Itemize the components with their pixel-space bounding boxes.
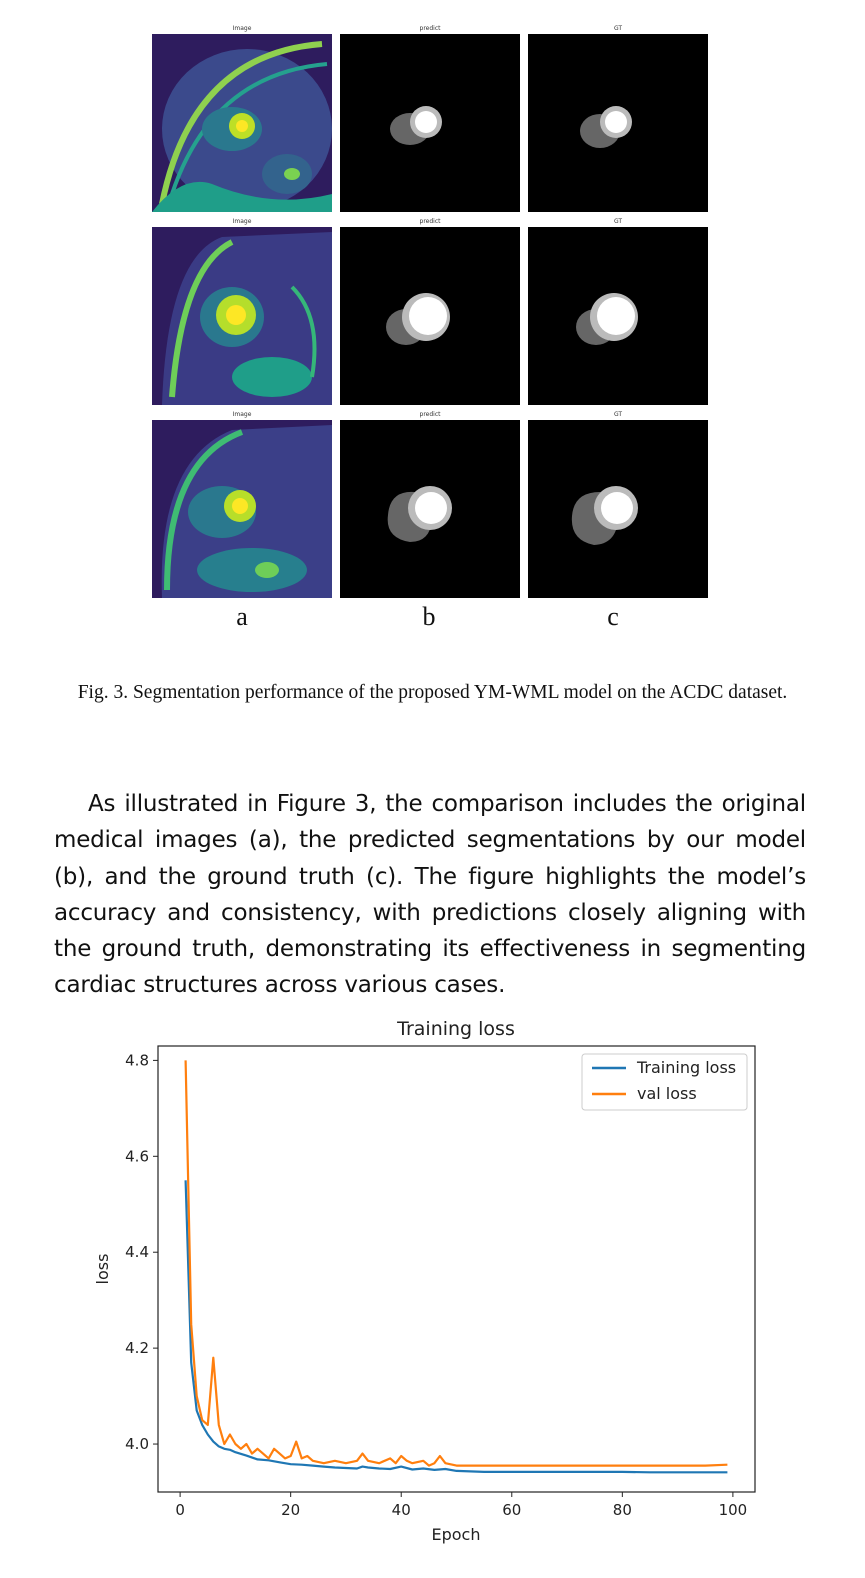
panel-title-image: Image bbox=[232, 25, 252, 32]
mri-image-row3 bbox=[152, 411, 332, 598]
x-tick-label: 40 bbox=[391, 1501, 411, 1519]
gt-mask-row3 bbox=[528, 411, 708, 598]
x-tick-label: 0 bbox=[175, 1501, 185, 1519]
x-axis-label: Epoch bbox=[431, 1525, 481, 1544]
y-tick-label: 4.8 bbox=[125, 1051, 149, 1070]
panel-title-gt: GT bbox=[613, 218, 623, 225]
chart-title: Training loss bbox=[397, 1018, 515, 1040]
mri-image-row2 bbox=[152, 218, 332, 405]
predict-mask-row2 bbox=[340, 218, 520, 405]
gt-mask-row1 bbox=[528, 25, 708, 212]
figure-caption: Fig. 3. Segmentation performance of the proposed YM-WML model on the ACDC dataset. bbox=[77, 682, 788, 703]
predict-mask-row3 bbox=[340, 411, 520, 598]
column-label-a: a bbox=[236, 602, 248, 631]
x-tick-label: 20 bbox=[281, 1501, 301, 1519]
y-axis-label: loss bbox=[93, 1253, 112, 1285]
training-loss-line bbox=[186, 1180, 728, 1472]
y-tick-label: 4.0 bbox=[125, 1435, 149, 1454]
legend bbox=[582, 1054, 747, 1110]
x-tick-label: 80 bbox=[612, 1501, 632, 1519]
legend-label-training: Training loss bbox=[637, 1058, 737, 1077]
training-loss-chart bbox=[90, 1010, 770, 1570]
val-loss-line bbox=[186, 1060, 728, 1465]
body-paragraph: As illustrated in Figure 3, the comparison includes the original medical images (a), the predicted segmentations by our model (b), and the ground truth (c). The figure highlights the model’s accuracy and consistency, with predictions closely aligning with the ground truth, demonstrating its effectiveness in segmenting cardiac structures across various cases. bbox=[54, 791, 806, 999]
panel-title-predict: predict bbox=[419, 25, 441, 32]
x-tick-label: 100 bbox=[718, 1501, 748, 1519]
column-label-c: c bbox=[607, 602, 619, 631]
panel-title-gt: GT bbox=[613, 411, 623, 418]
y-tick-label: 4.4 bbox=[125, 1243, 149, 1262]
x-tick-label: 60 bbox=[502, 1501, 522, 1519]
y-tick-label: 4.2 bbox=[125, 1339, 149, 1358]
figure-3-grid bbox=[152, 22, 708, 602]
plot-frame bbox=[158, 1046, 755, 1492]
gt-mask-row2 bbox=[528, 218, 708, 405]
predict-mask-row1 bbox=[340, 25, 520, 212]
y-tick-label: 4.6 bbox=[125, 1147, 149, 1166]
panel-title-predict: predict bbox=[419, 411, 441, 418]
mri-image-row1 bbox=[152, 25, 332, 212]
panel-title-image: Image bbox=[232, 218, 252, 225]
panel-title-predict: predict bbox=[419, 218, 441, 225]
loss-chart-svg bbox=[90, 1010, 770, 1570]
legend-label-val: val loss bbox=[637, 1084, 697, 1103]
panel-title-image: Image bbox=[232, 411, 252, 418]
panel-title-gt: GT bbox=[613, 25, 623, 32]
column-label-b: b bbox=[422, 602, 436, 631]
